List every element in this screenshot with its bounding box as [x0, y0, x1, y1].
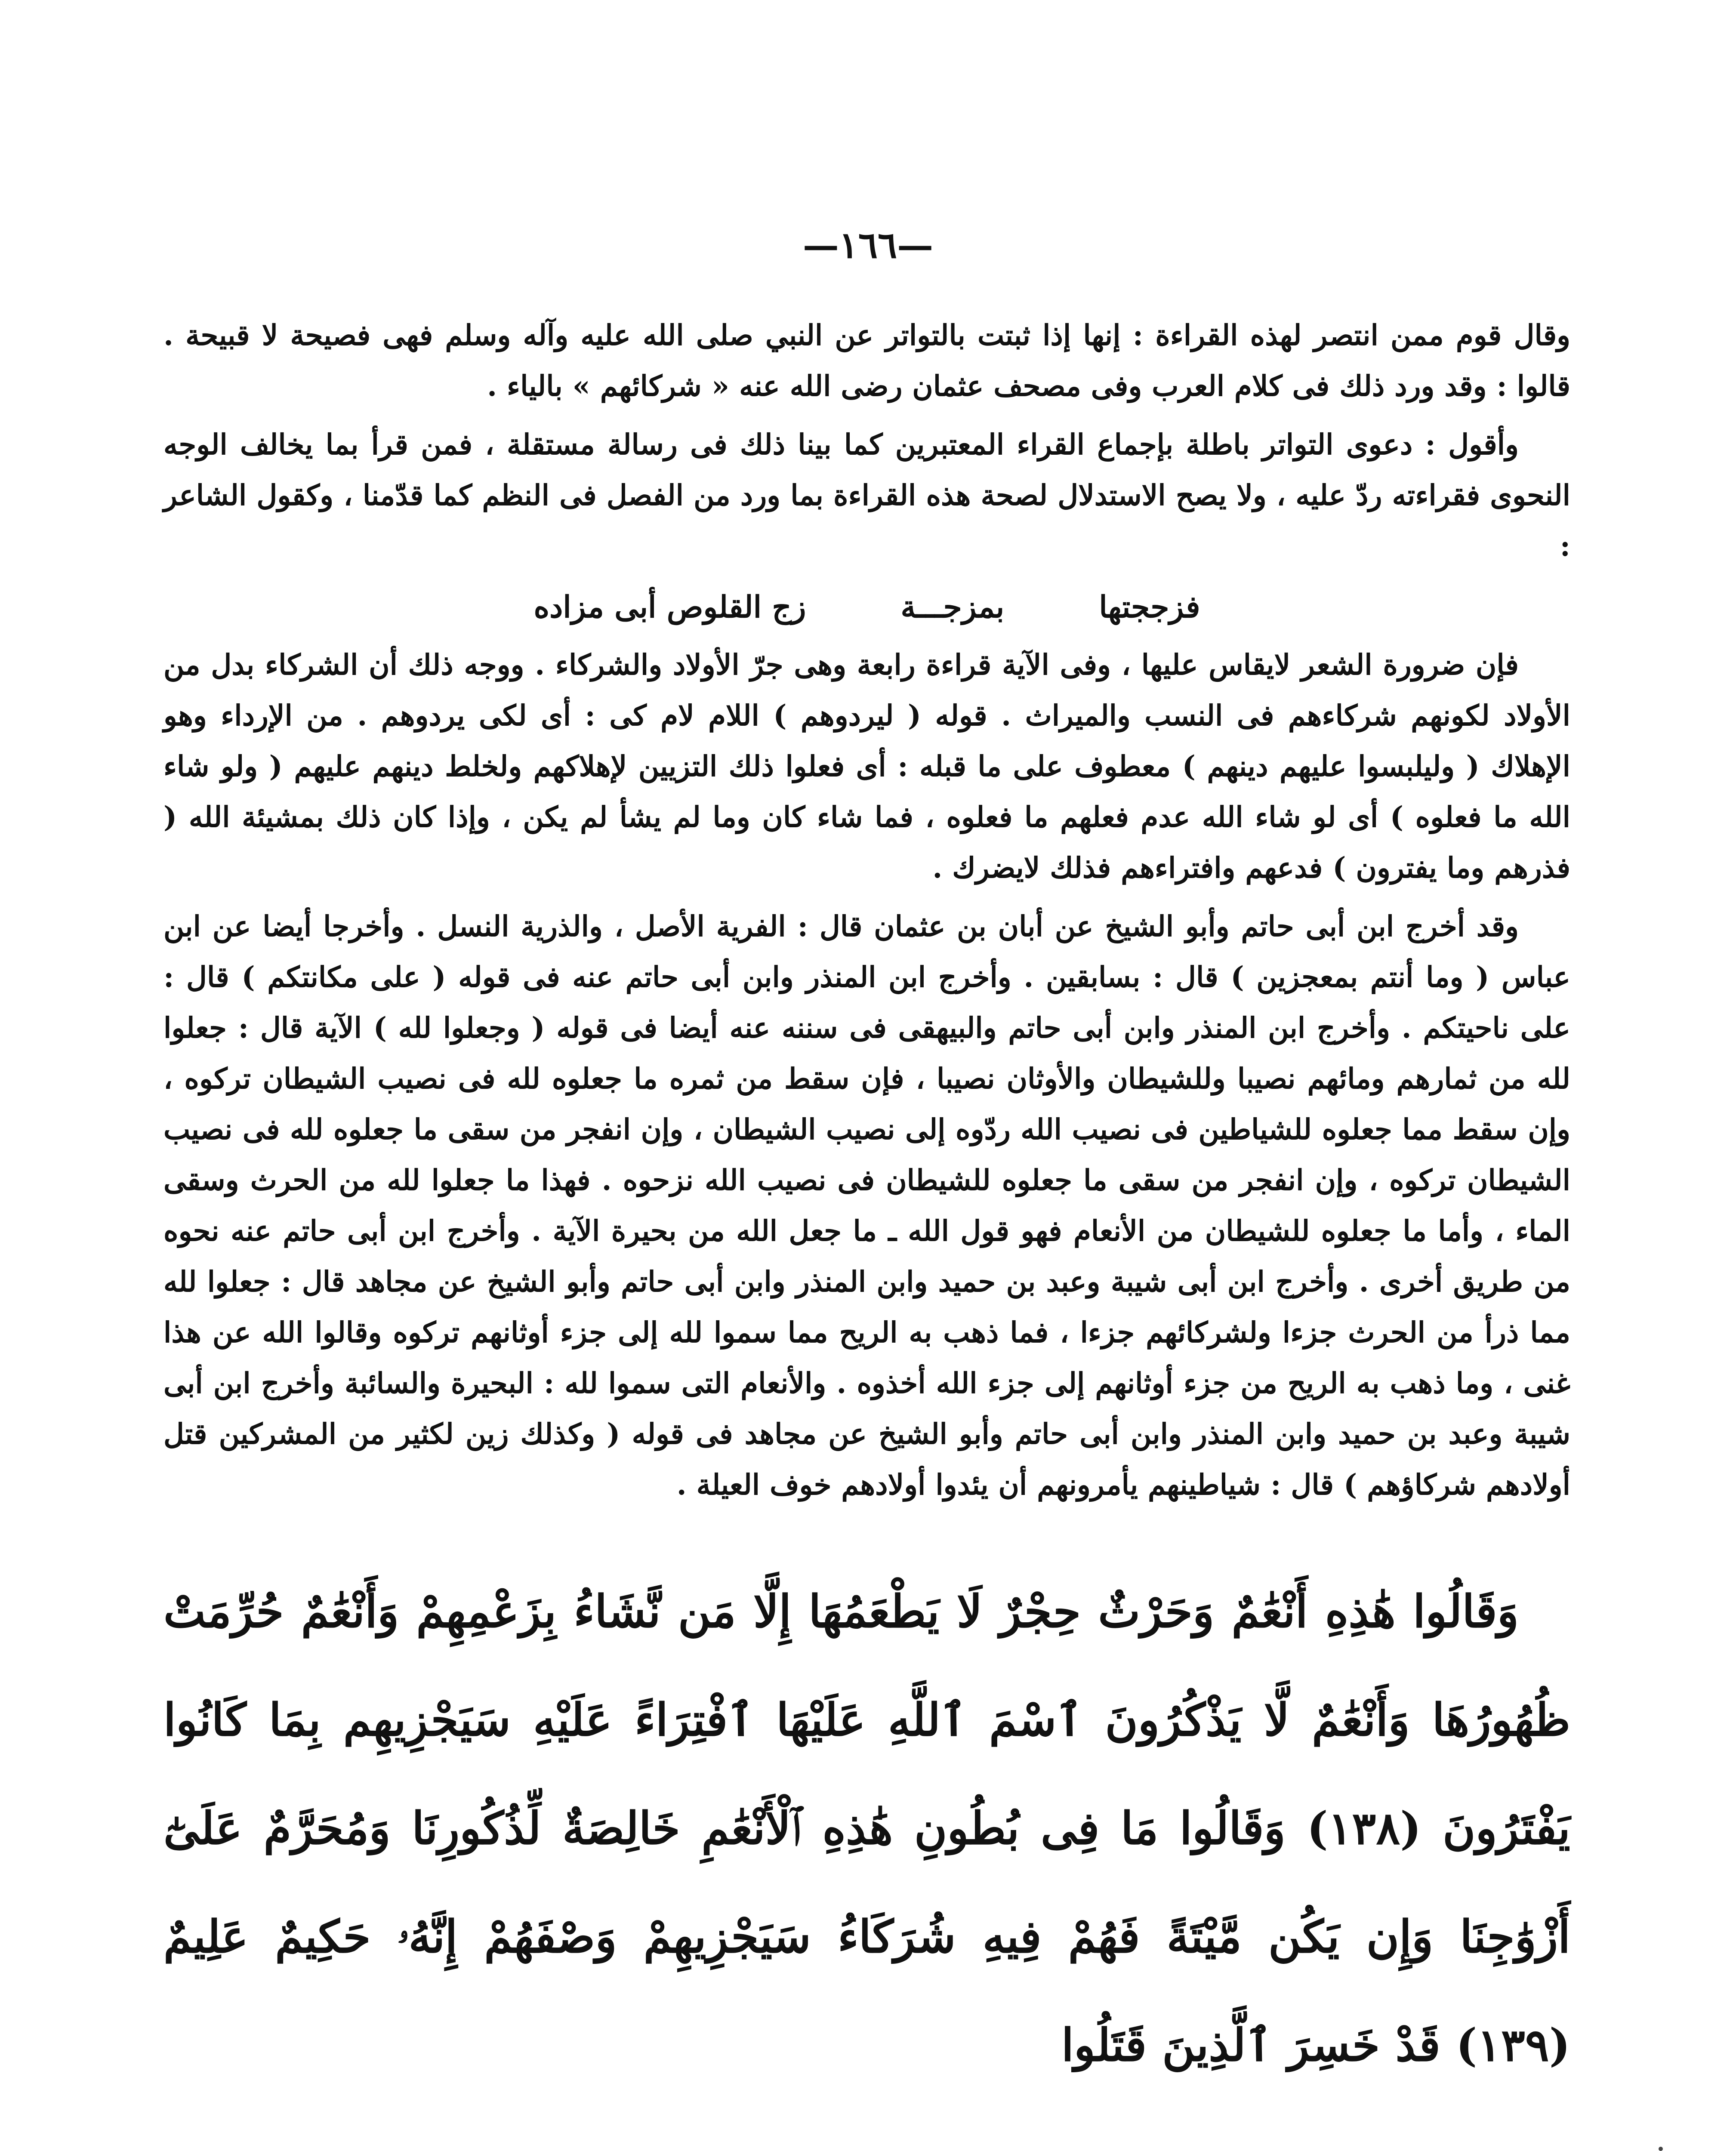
verse-part-3: زج القلوص أبى مزاده: [533, 589, 806, 625]
paragraph-3: فإن ضرورة الشعر لايقاس عليها ، وفى الآية قراءة رابعة وهى جرّ الأولاد والشركاء . ووجه ذلك أن الشركاء بدل من الأولاد لكونهم شركاءهم فى النسب والميراث . قوله ( ليردوهم ) اللام لام كى : أى لكى يردوهم . من الإرداء وهو الإهلاك ( وليلبسوا عليهم دينهم ) معطوف على ما قبله : أى فعلوا ذلك التزيين لإهلاكهم ولخلط دينهم عليهم ( ولو شاء الله ما فعلوه ) أى لو شاء الله عدم فعلهم ما فعلوه ، فما شاء كان وما لم يشأ لم يكن ، وإذا كان ذلك بمشيئة الله ( فذرهم وما يفترون ) فدعهم وافتراءهم فذلك لايضرك .: [163, 648, 1570, 884]
poetry-verse: [163, 579, 1570, 635]
verse-part-1: فزججتها: [1099, 589, 1200, 625]
verse-part-2: بمزجـــة: [900, 589, 1005, 625]
page-number: —١٦٦—: [802, 224, 934, 266]
paragraph-4: وقد أخرج ابن أبى حاتم وأبو الشيخ عن أبان بن عثمان قال : الفرية الأصل ، والذرية النسل . وأخرجا أيضا عن ابن عباس ( وما أنتم بمعجزين ) قال : بسابقين . وأخرج ابن المنذر وابن أبى حاتم عنه فى قوله ( على مكانتكم ) قال : على ناحيتكم . وأخرج ابن المنذر وابن أبى حاتم والبيهقى فى سننه عنه أيضا فى قوله ( وجعلوا لله ) الآية قال : جعلوا لله من ثمارهم ومائهم نصيبا وللشيطان والأوثان نصيبا ، فإن سقط من ثمره ما جعلوه لله فى نصيب الشيطان تركوه ، وإن سقط مما جعلوه للشياطين فى نصيب الله ردّوه إلى نصيب الشيطان ، وإن انفجر من سقى ما جعلوه لله فى نصيب الشيطان تركوه ، وإن انفجر من سقى ما جعلوه للشيطان فى نصيب الله نزحوه . فهذا ما جعلوا لله من الحرث وسقى الماء ، وأما ما جعلوه للشيطان من الأنعام فهو قول الله ـ ما جعل الله من بحيرة الآية . وأخرج ابن أبى حاتم عنه نحوه من طريق أخرى . وأخرج ابن أبى شيبة وعبد بن حميد وابن المنذر وابن أبى حاتم وأبو الشيخ عن مجاهد قال : جعلوا لله مما ذرأ من الحرث جزءا ولشركائهم جزءا ، فما ذهب به الريح مما سموا لله إلى جزء أوثانهم تركوه وقالوا الله عن هذا غنى ، وما ذهب به الريح من جزء أوثانهم إلى جزء الله أخذوه . والأنعام التى سموا لله : البحيرة والسائبة وأخرج ابن أبى شيبة وعبد بن حميد وابن المنذر وابن أبى حاتم وأبو الشيخ عن مجاهد فى قوله ( وكذلك زين لكثير من المشركين قتل أولادهم شركاؤهم ) قال : شياطينهم يأمرونهم أن يئدوا أولادهم خوف العيلة .: [163, 909, 1570, 1501]
quran-verses: وَقَالُوا هَٰذِهِ أَنْعَٰمٌ وَحَرْثٌ حِجْرٌ لَا يَطْعَمُهَا إِلَّا مَن نَّشَاءُ بِزَعْمِهِمْ وَأَنْعَٰمٌ حُرِّمَتْ ظُهُورُهَا وَأَنْعَٰمٌ لَّا يَذْكُرُونَ ٱسْمَ ٱللَّهِ عَلَيْهَا ٱفْتِرَاءً عَلَيْهِ سَيَجْزِيهِم بِمَا كَانُوا يَفْتَرُونَ (١٣٨) وَقَالُوا مَا فِى بُطُونِ هَٰذِهِ ٱلْأَنْعَٰمِ خَالِصَةٌ لِّذُكُورِنَا وَمُحَرَّمٌ عَلَىٰٓ أَزْوَٰجِنَا وَإِن يَكُن مَّيْتَةً فَهُمْ فِيهِ شُرَكَاءُ سَيَجْزِيهِمْ وَصْفَهُمْ إِنَّهُۥ حَكِيمٌ عَلِيمٌ (١٣٩) قَدْ خَسِرَ ٱلَّذِينَ قَتَلُوا: [163, 1585, 1570, 2071]
paragraph-2: وأقول : دعوى التواتر باطلة بإجماع القراء المعتبرين كما بينا ذلك فى رسالة مستقلة ، فمن قرأ بما يخالف الوجه النحوى فقراءته ردّ عليه ، ولا يصح الاستدلال لصحة هذه القراءة بما ورد من الفصل فى النظم كما قدّمنا ، وكقول الشاعر :: [163, 428, 1571, 563]
page-body: [163, 310, 1570, 2144]
paragraph-1: وقال قوم ممن انتصر لهذه القراءة : إنها إذا ثبتت بالتواتر عن النبي صلى الله عليه وآله وسلم فهى فصيحة لا قبيحة . قالوا : وقد ورد ذلك فى كلام العرب وفى مصحف عثمان رضى الله عنه « شركائهم » بالياء .: [163, 318, 1570, 403]
scan-speck: [1659, 2147, 1663, 2151]
